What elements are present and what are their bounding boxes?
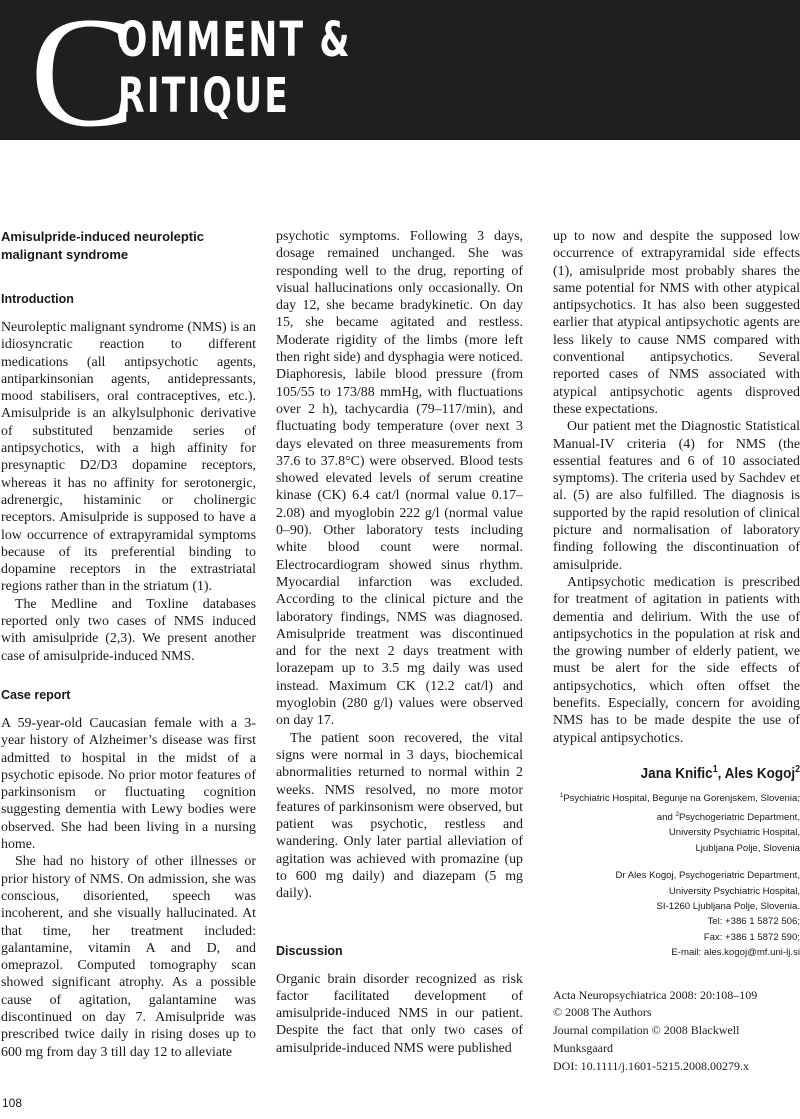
correspondence-address: Dr Ales Kogoj, Psychogeriatric Department, University Psychiatric Hospital, SI-1260 Ljubljana Polje, Slovenia. Tel: +386 1 5872 506; Fax: +386 1 5872 590; E-mail: ales.kogoj@mf.uni-lj.si xyxy=(553,868,800,960)
case-paragraph-1: A 59-year-old Caucasian female with a 3-year history of Alzheimer’s disease was first admitted to hospital in the midst of a psychotic episode. No prior motor features of parkinsonism or fluctuating cognition suggesting dementia with Lewy bodies were observed. She had been living in a nursing home. xyxy=(1,715,256,853)
page-number: 108 xyxy=(2,1096,23,1110)
column-3 xyxy=(553,228,800,1076)
discussion-paragraph-1-continued: up to now and despite the supposed low occurrence of extrapyramidal side effects (1), amisulpride most probably shares the same potential for NMS with other atypical antipsychotics. It has also been suggested earlier that atypical antipsychotic agents are less likely to cause NMS compared with conventional antipsychotics. Several reported cases of NMS associated with atypical antipsychotic agents disproved these expectations. xyxy=(553,229,800,417)
banner-line-1: OMMENT & xyxy=(118,12,352,68)
discussion-paragraph-2: Our patient met the Diagnostic Statistical Manual-IV criteria (4) for NMS (the essential features and 6 of 10 associated symptoms). The criteria used by Sachdev et al. (5) are also fulfilled. The diagnosis is supported by the rapid resolution of clinical picture and normalisation of laboratory finding following the discontinuation of amisulpride. xyxy=(553,419,800,573)
discussion-paragraph-1: Organic brain disorder recognized as risk factor facilitated development of amisulpride-induced NMS in our patient. Despite the fact that only two cases of amisulpride-induced NMS were published xyxy=(276,971,523,1056)
column-2 xyxy=(276,228,523,1057)
author-names: Jana Knific$^1$, Ales Kogoj$^2$ xyxy=(640,763,800,782)
discussion-paragraph-3: Antipsychotic medication is prescribed for treatment of agitation in patients with dementia and delirium. With the use of antipsychotics in the population at risk and the growing number of elderly patient, we must be alert for the side effects of antipsychotics, which often offset the benefits. Especially, concern for avoiding NMS has to be made despite the use of atypical antipsychotics. xyxy=(553,574,800,746)
section-heading-introduction: Introduction xyxy=(1,292,74,306)
case-paragraph-3: The patient soon recovered, the vital signs were normal in 3 days, biochemical abnormalities returned to normal within 2 weeks. NMS resolved, no more motor features of parkinsonism were observed, but patient was psychotic, restless and wandering. Only later partial alleviation of agitation was achieved with promazine (up to 600 mg daily) and diazepam (5 mg daily). xyxy=(276,730,523,902)
section-heading-case-report: Case report xyxy=(1,687,71,702)
banner-line-2: RITIQUE xyxy=(118,68,291,124)
correspondence-email: E-mail: ales.kogoj@mf.uni-lj.si xyxy=(671,947,800,959)
journal-citation-block: Acta Neuropsychiatrica 2008: 20:108–109 © 2008 The Authors Journal compilation © 2008 Blackwell Munksgaard DOI: 10.1111/j.1601-5215.2008.00279.x xyxy=(553,987,800,1076)
case-paragraph-2: She had no history of other illnesses or prior history of NMS. On admission, she was conscious, disoriented, speech was incoherent, and she visually hallucinated. At that time, her treatment included: galantamine, vitamin A and D, and omeprazol. Computed tomography scan showed significant atrophy. As a possible cause of agitation, galantamine was discontinued on day 7. Amisulpride was prescribed twice daily in rising doses up to 600 mg from day 3 till day 12 to alleviate xyxy=(1,854,256,1060)
column-1 xyxy=(1,228,256,1061)
comment-critique-banner xyxy=(0,0,800,140)
article-title: Amisulpride-induced neuroleptic malignant syndrome xyxy=(1,229,204,262)
intro-paragraph-2: The Medline and Toxline databases reported only two cases of NMS induced with amisulpride (2,3). We present another case of amisulpride-induced NMS. xyxy=(1,596,256,664)
intro-paragraph-1: Neuroleptic malignant syndrome (NMS) is an idiosyncratic reaction to different medications (all antipsychotic agents, antiparkinsonian agents, antidepressants, mood stabilisers, oral contraceptives, etc.). Amisulpride is an alkylsulphonic derivative of substituted benzamide series of antipsychotics, with a high affinity for presynaptic D2/D3 dopamine receptors, whereas it has no affinity for serotonergic, adrenergic, histaminic or cholinergic receptors. Amisulpride is supposed to have a low occurrence of extrapyramidal symptoms because of its preferential binding to dopamine receptors in the extrastriatal regions rather than in the striatum (1). xyxy=(1,320,256,595)
banner-initial-letter: C xyxy=(30,0,136,140)
section-heading-discussion: Discussion xyxy=(276,943,343,958)
doi: DOI: 10.1111/j.1601-5215.2008.00279.x xyxy=(553,1058,749,1073)
author-affiliations: $^1$Psychiatric Hospital, Begunje na Gorenjskem, Slovenia; and $^2$Psychogeriatric Department, University Psychiatric Hospital, Ljubljana Polje, Slovenia xyxy=(559,792,800,854)
case-paragraph-2-continued: psychotic symptoms. Following 3 days, dosage remained unchanged. She was responding well to the drug, reporting of visual hallucinations only occasionally. On day 12, she became bradykinetic. On day 15, she became agitated and restless. Moderate rigidity of the limbs (more left then right side) and dysphagia were noticed. Diaphoresis, labile blood pressure (from 105/55 to 173/88 mmHg, with fluctuations over 2 h), tachycardia (79–117/min), and fluctuating body temperature (over next 3 days elevated on three measurements from 37.6 to 37.8°C) were observed. Blood tests showed elevated levels of serum creatine kinase (CK) 6.4 cat/l (normal value 0.17–2.08) and myoglobin 222 g/l (normal value 0–90). Other laboratory tests including white blood count were normal. Electrocardiogram showed sinus rhythm. Myocardial infarction was excluded. According to the clinical picture and the laboratory findings, NMS was diagnosed. Amisulpride treatment was discontinued and for the next 2 days treatment with lorazepam up to 3.5 mg daily was used instead. Maximum CK (12.2 cat/l) and myoglobin (280 g/l) values were observed on day 17. xyxy=(276,229,523,729)
